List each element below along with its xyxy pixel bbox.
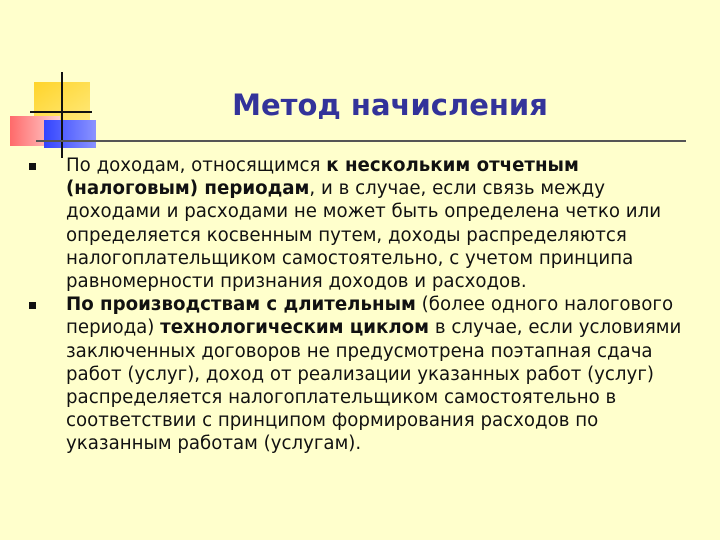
- bullet-item-long-production: [28, 293, 704, 455]
- square-bullet-icon: [29, 302, 36, 309]
- bullet-item-revenue-periods: [28, 154, 704, 293]
- bullet-text-bold: технологическим циклом: [160, 317, 430, 339]
- slide-title: Метод начисления: [232, 88, 548, 122]
- title-divider: [36, 140, 686, 142]
- bullet-text-bold: к нескольким отчетным (налоговым) периодам: [66, 155, 579, 200]
- bullet-text-part: , и в случае, если связь между доходами и расходами не может быть определена четко или определяется косвенным путем, доходы распределяются налогоплательщиком самостоятельно, с учетом принципа равномерности признания доходов и расходов.: [66, 178, 662, 293]
- bullet-text-part: По доходам, относящимся: [66, 155, 327, 176]
- bullet-list: [28, 154, 704, 456]
- decorative-squares-graphic: [0, 0, 110, 160]
- blue-square: [44, 120, 96, 148]
- bullet-text-part: в случае, если условиями заключенных договоров не предусмотрена поэтапная сдача работ (услуг), доход от реализации указанных работ (услуг) распределяется налогоплательщиком самостоятельно в соответствии с принципом формирования расходов по указанным работам (услугам).: [66, 317, 682, 455]
- bullet-text-part: (более одного налогового периода): [66, 294, 674, 339]
- square-bullet-icon: [29, 163, 36, 170]
- bullet-text-bold: По производствам с длительным: [66, 294, 416, 316]
